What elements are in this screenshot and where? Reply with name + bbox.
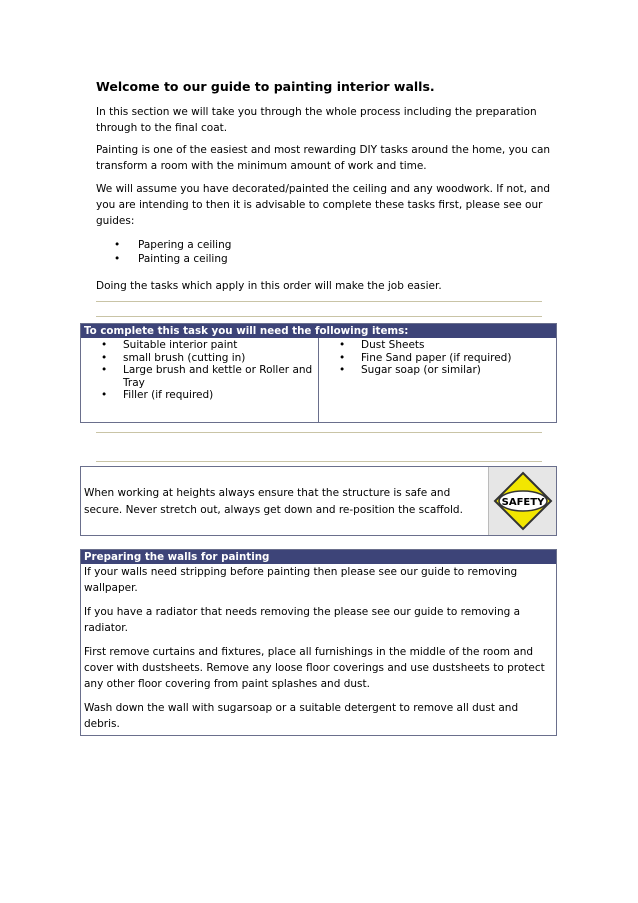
items-right-column	[319, 338, 556, 422]
divider	[96, 316, 542, 317]
items-needed-header: To complete this task you will need the following items:	[81, 324, 556, 338]
items-needed-box	[80, 323, 557, 423]
item: • Fine Sand paper (if required)	[339, 352, 556, 365]
divider	[96, 432, 542, 433]
intro-paragraph-2: Painting is one of the easiest and most rewarding DIY tasks around the home, you can transform a room with the minimum amount of work and time.	[96, 144, 551, 172]
prep-paragraph: First remove curtains and fixtures, place all furnishings in the middle of the room and cover with dustsheets. Remove any loose floor coverings and use dustsheets to protect any other floor covering from paint splashes and dust.	[84, 646, 545, 690]
prep-header: Preparing the walls for painting	[81, 550, 556, 564]
safety-box	[80, 466, 557, 536]
item: • Large brush and kettle or Roller and Tray	[101, 364, 318, 389]
prep-box	[80, 549, 557, 736]
guide-link-papering-ceiling[interactable]: • Papering a ceiling	[114, 238, 231, 252]
divider	[96, 301, 542, 302]
item: • small brush (cutting in)	[101, 352, 318, 365]
page-title: Welcome to our guide to painting interior walls.	[96, 79, 435, 94]
prep-paragraph: If your walls need stripping before painting then please see our guide to removing wallpaper.	[84, 566, 518, 594]
guide-link-painting-ceiling[interactable]: • Painting a ceiling	[114, 252, 231, 266]
guide-link-list	[114, 238, 231, 266]
prep-paragraph: If you have a radiator that needs removing the please see our guide to removing a radiator.	[84, 606, 521, 634]
items-left-column	[81, 338, 319, 422]
divider	[96, 461, 542, 462]
item: • Suitable interior paint	[101, 339, 318, 352]
item: • Sugar soap (or similar)	[339, 364, 556, 377]
order-note: Doing the tasks which apply in this order will make the job easier.	[96, 280, 442, 292]
intro-paragraph-1: In this section we will take you through the whole process including the preparation through to the final coat.	[96, 106, 537, 134]
safety-sign-label: SAFETY	[501, 497, 544, 508]
safety-text: When working at heights always ensure that the structure is safe and secure. Never stretch out, always get down and re-position the scaffold.	[84, 487, 463, 516]
intro-paragraph-3: We will assume you have decorated/painted the ceiling and any woodwork. If not, and you are intending to then it is advisable to complete these tasks first, please see our guides:	[96, 183, 551, 227]
prep-paragraph: Wash down the wall with sugarsoap or a suitable detergent to remove all dust and debris.	[84, 702, 519, 730]
item: • Filler (if required)	[101, 389, 318, 402]
item: • Dust Sheets	[339, 339, 556, 352]
safety-sign-icon	[488, 467, 556, 535]
